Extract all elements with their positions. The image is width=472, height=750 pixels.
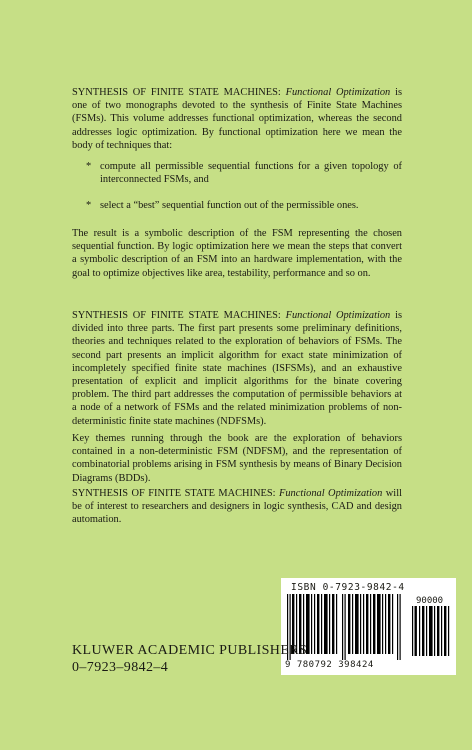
bullet-marker: *	[86, 161, 92, 172]
intro-paragraph	[72, 86, 402, 152]
audience-subtitle: Functional Optimization	[279, 488, 383, 499]
audience-series: SYNTHESIS OF FINITE STATE MACHINES:	[72, 488, 276, 499]
bullet-item	[86, 199, 402, 212]
price-code: 90000	[416, 596, 444, 606]
audience-text: will be of interest to researchers and designers in logic synthesis, CAD and design automation.	[72, 488, 402, 526]
parts-series: SYNTHESIS OF FINITE STATE MACHINES:	[72, 310, 281, 321]
audience-paragraph	[72, 487, 402, 527]
barcode-panel	[281, 578, 456, 675]
result-paragraph: The result is a symbolic description of the FSM representing the chosen sequential function. By logic optimization here we mean the steps that convert a symbolic description of an FSM into an hardware implementation, with the goal to optimize objectives like area, testability, performance and so on.	[72, 228, 402, 279]
bullet-marker: *	[86, 200, 92, 211]
parts-text: is divided into three parts. The first part presents some preliminary definitions, theories and techniques related to the exploration of behaviors of FSMs. The second part presents an implicit algorithm for exact state minimization of incompletely specified finite state machines (ISFSMs), and an exhaustive presentation of explicit and implicit algorithms for the binate covering problem. The third part addresses the computation of permissible behaviors at a node of a network of FSMs and the related minimization problems of non-deterministic finite state machines (NDFSMs).	[72, 310, 402, 427]
isbn-number: 0–7923–9842–4	[72, 660, 169, 675]
parts-paragraph	[72, 309, 402, 428]
intro-subtitle: Functional Optimization	[285, 87, 391, 98]
bullet-text: select a “best” sequential function out of the permissible ones.	[100, 200, 359, 211]
parts-subtitle: Functional Optimization	[285, 310, 391, 321]
addon-barcode	[411, 606, 451, 656]
publisher-name: KLUWER ACADEMIC PUBLISHERS	[72, 643, 308, 658]
intro-series: SYNTHESIS OF FINITE STATE MACHINES:	[72, 87, 281, 98]
intro-text: is one of two monographs devoted to the synthesis of Finite State Machines (FSMs). This volume addresses functional optimization, whereas the second addresses logic optimization. By functional optimization here we mean the body of techniques that:	[72, 87, 402, 151]
ean-digits: 9 780792 398424	[285, 660, 374, 670]
themes-paragraph: Key themes running through the book are the exploration of behaviors contained in a non-deterministic FSM (NDFSM), and the representation of combinatorial problems arising in FSM synthesis by means of Binary Decision Diagrams (BDDs).	[72, 433, 402, 484]
bullet-text: compute all permissible sequential functions for a given topology of interconnected FSMs, and	[100, 161, 402, 186]
bullet-item	[86, 160, 402, 186]
barcode-isbn-label: ISBN 0-7923-9842-4	[291, 582, 405, 593]
